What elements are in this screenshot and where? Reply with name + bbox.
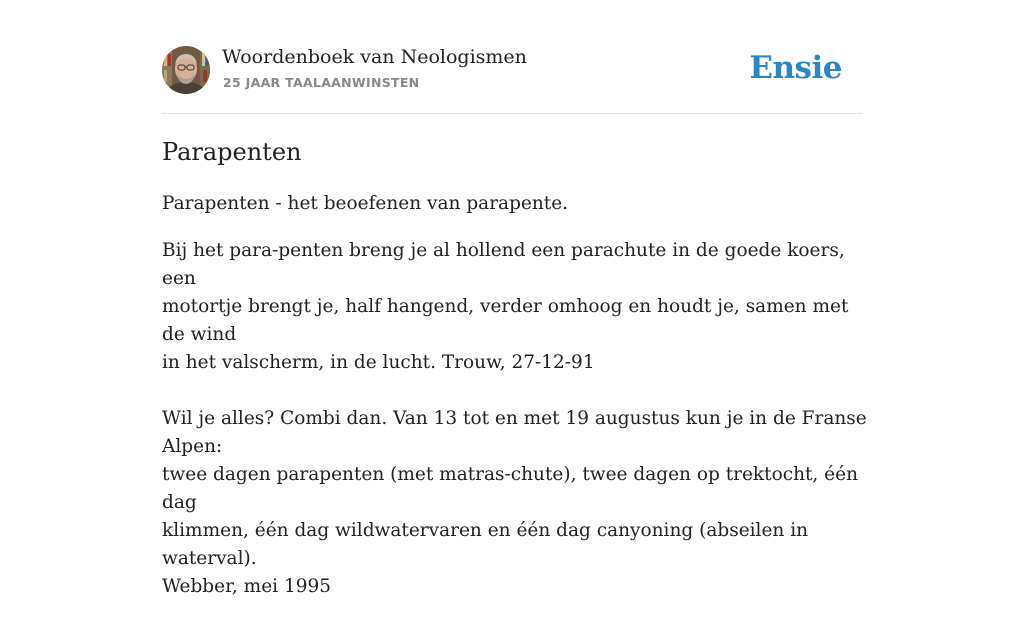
author-portrait-icon[interactable] [162,46,210,94]
brand-logo[interactable]: Ensie [749,50,842,86]
entry-content [162,190,867,629]
entry-quote: Bij het para-penten breng je al hollend een parachute in de goede koers, een motortje brengt je, half hangend, verder omhoog en houdt je, samen met de wind in het valscherm, in de lucht. Trouw, 27-12-91 [162,240,849,373]
entry-definition: Parapenten - het beoefenen van parapente. [162,193,569,214]
source-subtitle: 25 JAAR TAALAANWINSTEN [223,75,420,90]
entry-title: Parapenten [162,138,302,166]
source-header [162,46,862,96]
source-title[interactable]: Woordenboek van Neologismen [222,46,527,68]
entry-quote: Wil je alles? Combi dan. Van 13 tot en met 19 augustus kun je in de Franse Alpen: twee dagen parapenten (met matras-chute), twee dagen op trektocht, één dag klimmen, één dag wildwatervaren en één dag canyoning (abseilen in waterval). Webber, mei 1995 [162,408,867,597]
header-divider [162,113,862,114]
